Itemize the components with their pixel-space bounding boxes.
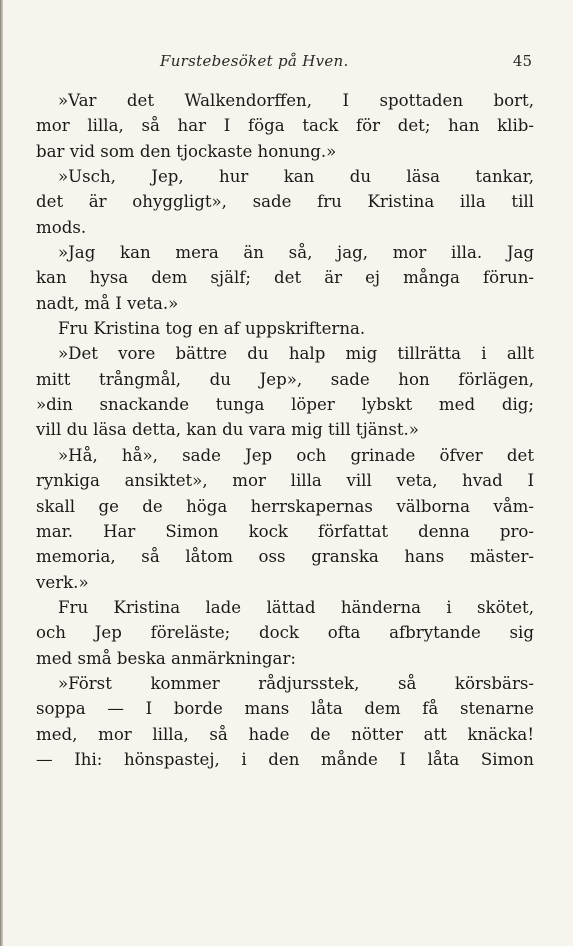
body-text (36, 88, 534, 772)
text-line: »Först kommer rådjursstek, så körsbärs- (58, 673, 534, 693)
text-line: »Var det Walkendorffen, I spottaden bort, (58, 91, 534, 110)
page-binding-edge (0, 0, 3, 946)
text-line: »Jag kan mera än så, jag, mor illa. Jag (58, 243, 534, 263)
text-line: soppa — I borde mans låta dem få stenarne (36, 699, 534, 719)
text-line: verk.» (36, 572, 89, 592)
text-line: mods. (36, 217, 87, 237)
text-line: skall ge de höga herrskapernas välborna våm- (36, 496, 534, 516)
text-line: nadt, må I veta.» (36, 293, 179, 313)
text-line: det är ohyggligt», sade fru Kristina illa till (36, 192, 534, 212)
text-line: bar vid som den tjockaste honung.» (36, 141, 337, 161)
text-line: »din snackande tunga löper lybskt med dig; (36, 395, 534, 415)
text-line: Fru Kristina tog en af uppskrifterna. (58, 319, 366, 339)
text-line: med, mor lilla, så hade de nötter att knäcka! (36, 724, 534, 744)
text-line: — Ihi: hönspastej, i den månde I låta Simon (36, 749, 534, 769)
text-line: mor lilla, så har I föga tack för det; han klib- (36, 116, 534, 136)
page-number: 45 (512, 52, 532, 70)
text-line: »Det vore bättre du halp mig tillrätta i allt (58, 344, 534, 364)
text-line: memoria, så låtom oss granska hans mäster- (36, 547, 534, 567)
text-line: rynkiga ansiktet», mor lilla vill veta, hvad I (36, 471, 534, 491)
text-line: mitt trångmål, du Jep», sade hon förlägen, (36, 369, 534, 389)
text-line: »Hå, hå», sade Jep och grinade öfver det (58, 445, 534, 465)
text-line: vill du läsa detta, kan du vara mig till tjänst.» (36, 420, 419, 440)
text-line: kan hysa dem själf; det är ej många förun- (36, 268, 534, 288)
text-line: »Usch, Jep, hur kan du läsa tankar, (58, 167, 534, 187)
text-line: Fru Kristina lade lättad händerna i skötet, (58, 597, 534, 617)
text-line: med små beska anmärkningar: (36, 648, 296, 668)
page-header (34, 52, 534, 76)
running-title: Furstebesöket på Hven. (160, 52, 349, 70)
text-line: och Jep föreläste; dock ofta afbrytande sig (36, 623, 534, 643)
text-line: mar. Har Simon kock författat denna pro- (36, 521, 534, 541)
